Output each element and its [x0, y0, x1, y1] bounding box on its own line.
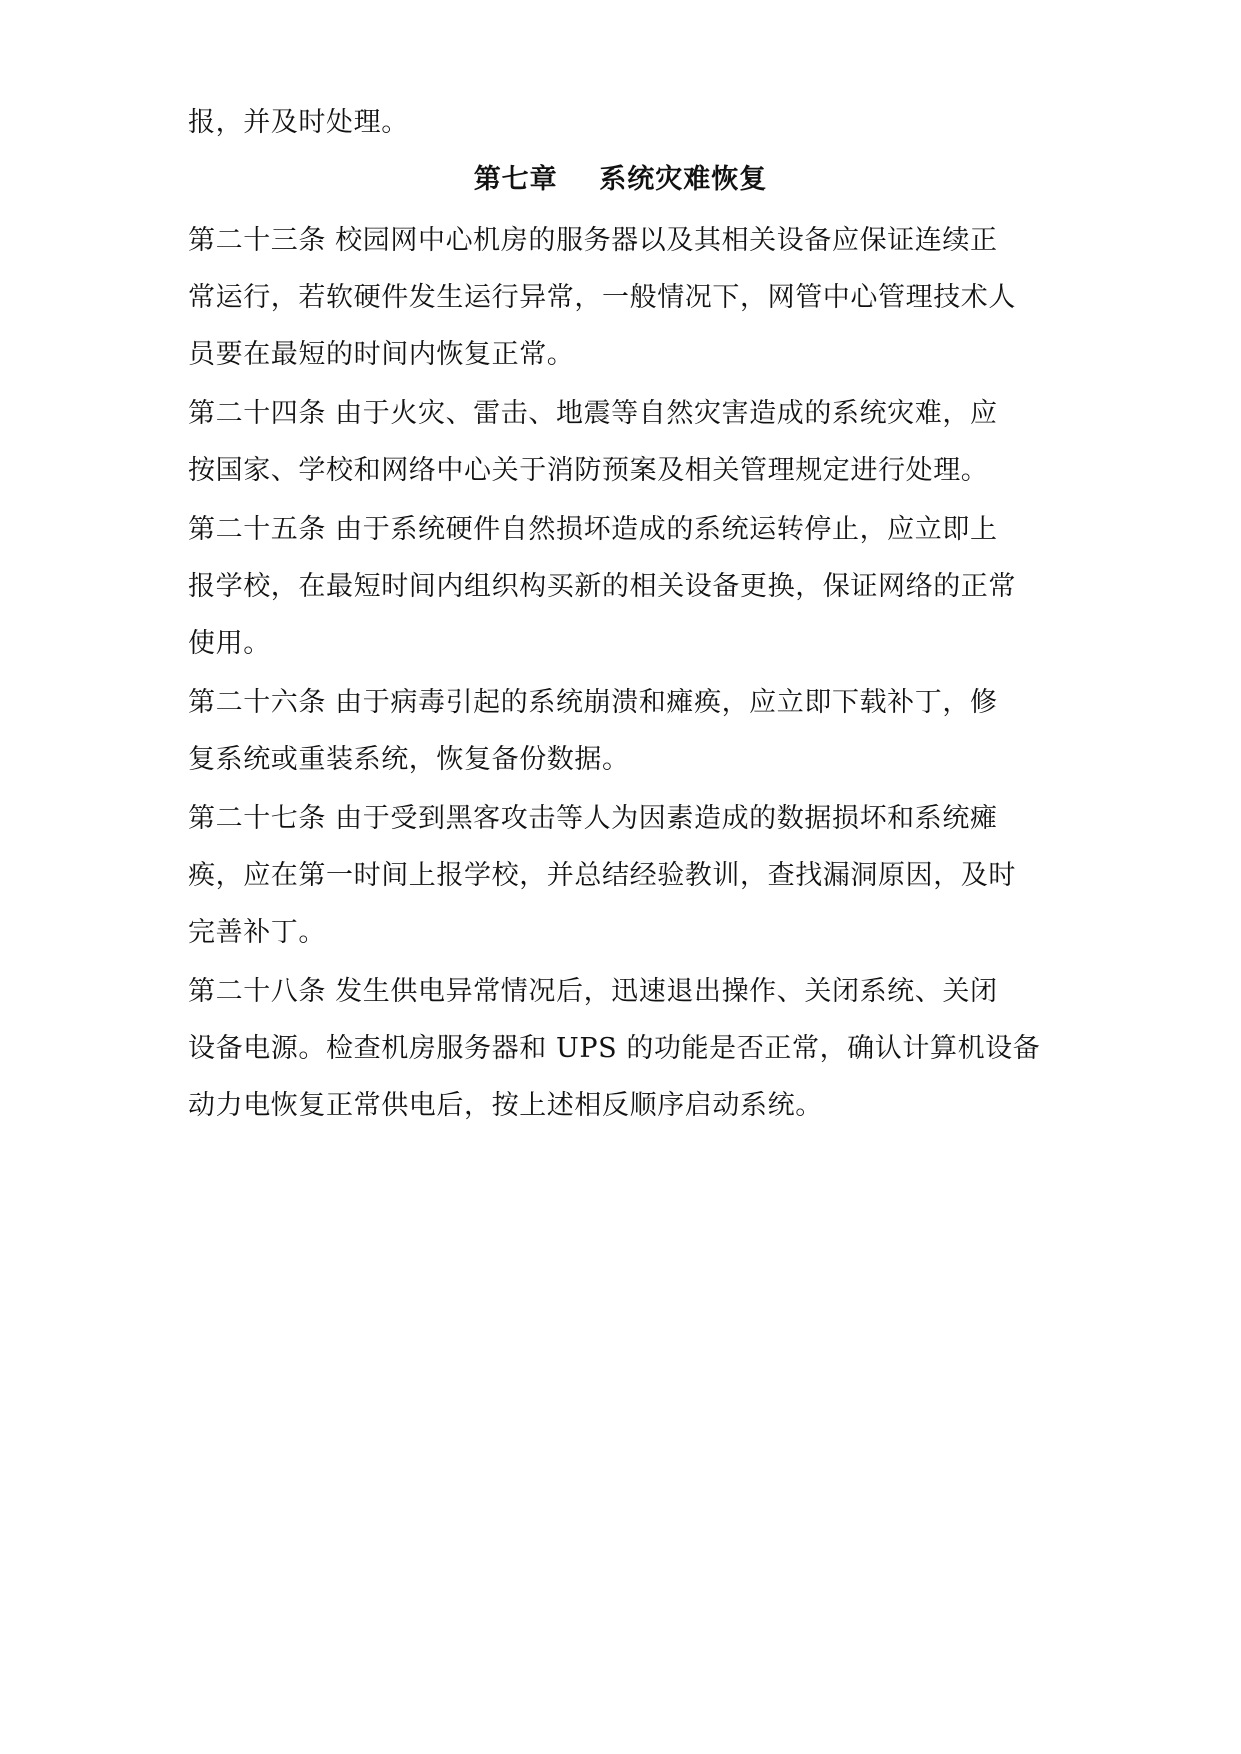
- article-23-line-1: 第二十三条 校园网中心机房的服务器以及其相关设备应保证连续正: [188, 225, 998, 256]
- article-24-line-1: 第二十四条 由于火灾、雷击、地震等自然灾害造成的系统灾难，应: [188, 398, 998, 429]
- article-28-line-3: 动力电恢复正常供电后，按上述相反顺序启动系统。: [188, 1090, 823, 1121]
- chapter-title: 第七章 系统灾难恢复: [473, 164, 768, 195]
- article-25-line-1: 第二十五条 由于系统硬件自然损坏造成的系统运转停止，应立即上: [188, 514, 998, 545]
- article-26-line-2: 复系统或重装系统，恢复备份数据。: [188, 744, 630, 775]
- article-28-line-1: 第二十八条 发生供电异常情况后，迅速退出操作、关闭系统、关闭: [188, 976, 998, 1007]
- article-24-line-2: 按国家、学校和网络中心关于消防预案及相关管理规定进行处理。: [188, 455, 989, 486]
- article-25-line-2: 报学校，在最短时间内组织构买新的相关设备更换，保证网络的正常: [188, 571, 1016, 602]
- article-25-line-3: 使用。: [188, 628, 271, 659]
- article-23-line-3: 员要在最短的时间内恢复正常。: [188, 339, 575, 370]
- article-26-line-1: 第二十六条 由于病毒引起的系统崩溃和瘫痪，应立即下载补丁，修: [188, 687, 998, 718]
- article-23-line-2: 常运行，若软硬件发生运行异常，一般情况下，网管中心管理技术人: [188, 282, 1016, 313]
- article-27-line-1: 第二十七条 由于受到黑客攻击等人为因素造成的数据损坏和系统瘫: [188, 803, 998, 834]
- article-27-line-2: 痪，应在第一时间上报学校，并总结经验教训，查找漏洞原因，及时: [188, 860, 1016, 891]
- article-28-line-2: 设备电源。检查机房服务器和 UPS 的功能是否正常，确认计算机设备: [188, 1033, 1041, 1064]
- continuation-line: 报，并及时处理。: [188, 107, 409, 138]
- article-27-line-3: 完善补丁。: [188, 917, 326, 948]
